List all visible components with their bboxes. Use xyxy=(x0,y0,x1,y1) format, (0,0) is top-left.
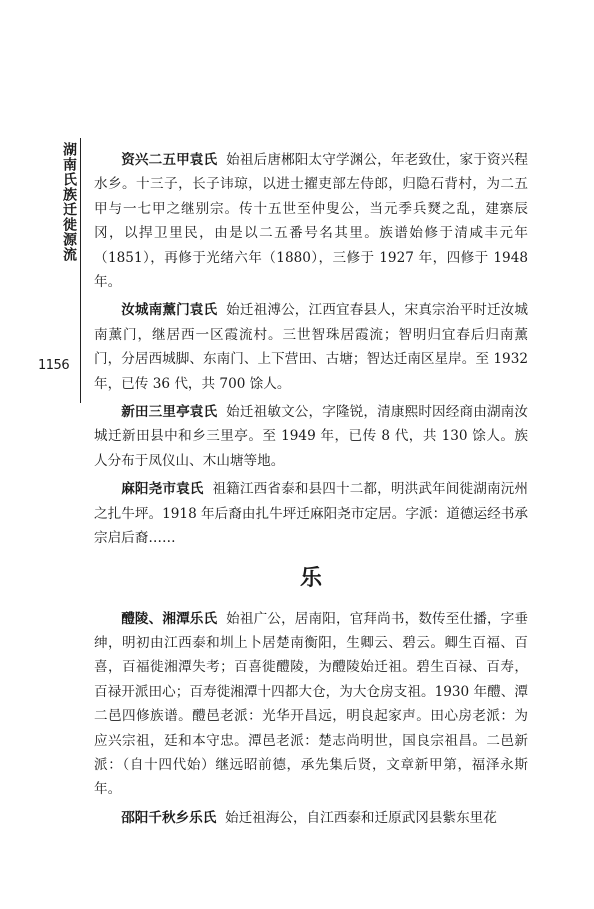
entry-paragraph xyxy=(94,400,528,473)
margin-rule xyxy=(80,138,81,403)
entry-text: 始迁祖溥公，江西宜春县人，宋真宗治平时迁汝城南薰门，继居西一区霞流村。三世智珠居霞流；智明归宜春后归南薰门，分居西城脚、东南门、上下营田、古塘；智达迁南区星岸。至 1932 年，已传 36 代，共 700 馀人。 xyxy=(94,302,528,392)
entry-text: 始祖广公，居南阳，官拜尚书，数传至仕播，字垂绅，明初由江西泰和圳上卜居楚南衡阳，生卿云、碧云。卿生百福、百喜，百福徙湘潭失考；百喜徙醴陵，为醴陵始迁祖。碧生百禄、百寿，百禄开派田心；百寿徙湘潭十四都大仓，为大仓房支祖。1930 年醴、潭二邑四修族谱。醴邑老派：光华开昌远，明良起家声。田心房老派：为应兴宗祖，廷和本守忠。潭邑老派：楚志尚明世，国良宗祖昌。二邑新派：（自十四代始）继远昭前德，承先集后贤，文章新甲第，福泽永斯年。 xyxy=(94,610,528,798)
entry-paragraph xyxy=(94,477,528,550)
surname-section-heading: 乐 xyxy=(299,564,322,591)
entry-text: 始祖后唐郴阳太守学渊公，年老致仕，家于资兴程水乡。十三子，长子讳琼，以进士擢吏部左侍郎，归隐石背村，为二五甲与一七甲之继别宗。传十五世至仲叟公，当元季兵燹之乱，建寨辰冈，以捍卫里民，由是以二五番号名其里。族谱始修于清咸丰元年（1851），再修于光绪六年（1880），三修于 1927 年，四修于 1948 年。 xyxy=(94,152,528,291)
entry-text: 始迁祖海公，自江西泰和迁原武冈县紫东里花 xyxy=(225,809,497,826)
running-title: 湖南氏族迁徙源流 xyxy=(61,142,77,262)
entry-heading: 醴陵、湘潭乐氏 xyxy=(121,610,218,627)
page-number: 1156 xyxy=(38,358,70,373)
entry-heading: 新田三里亭袁氏 xyxy=(121,404,218,421)
entry-text: 祖籍江西省泰和县四十二都，明洪武年间徙湖南沅州之扎牛坪。1918 年后裔由扎牛坪迁麻阳尧市定居。字派：道德运经书承宗启后裔…… xyxy=(94,481,528,547)
entry-heading: 资兴二五甲袁氏 xyxy=(121,152,218,168)
entry-heading: 汝城南薰门袁氏 xyxy=(121,302,218,319)
page-body xyxy=(94,148,528,834)
entry-heading: 邵阳千秋乡乐氏 xyxy=(121,809,217,826)
entry-paragraph xyxy=(94,806,528,830)
entry-paragraph xyxy=(94,148,528,294)
entry-text: 始迁祖敏文公，字隆锐，清康熙时因经商由湖南汝城迁新田县中和乡三里亭。至 1949 年，已传 8 代，共 130 馀人。族人分布于凤仪山、木山塘等地。 xyxy=(94,404,528,469)
entry-paragraph xyxy=(94,607,528,802)
entry-paragraph xyxy=(94,298,528,396)
entry-heading: 麻阳尧市袁氏 xyxy=(121,481,204,498)
